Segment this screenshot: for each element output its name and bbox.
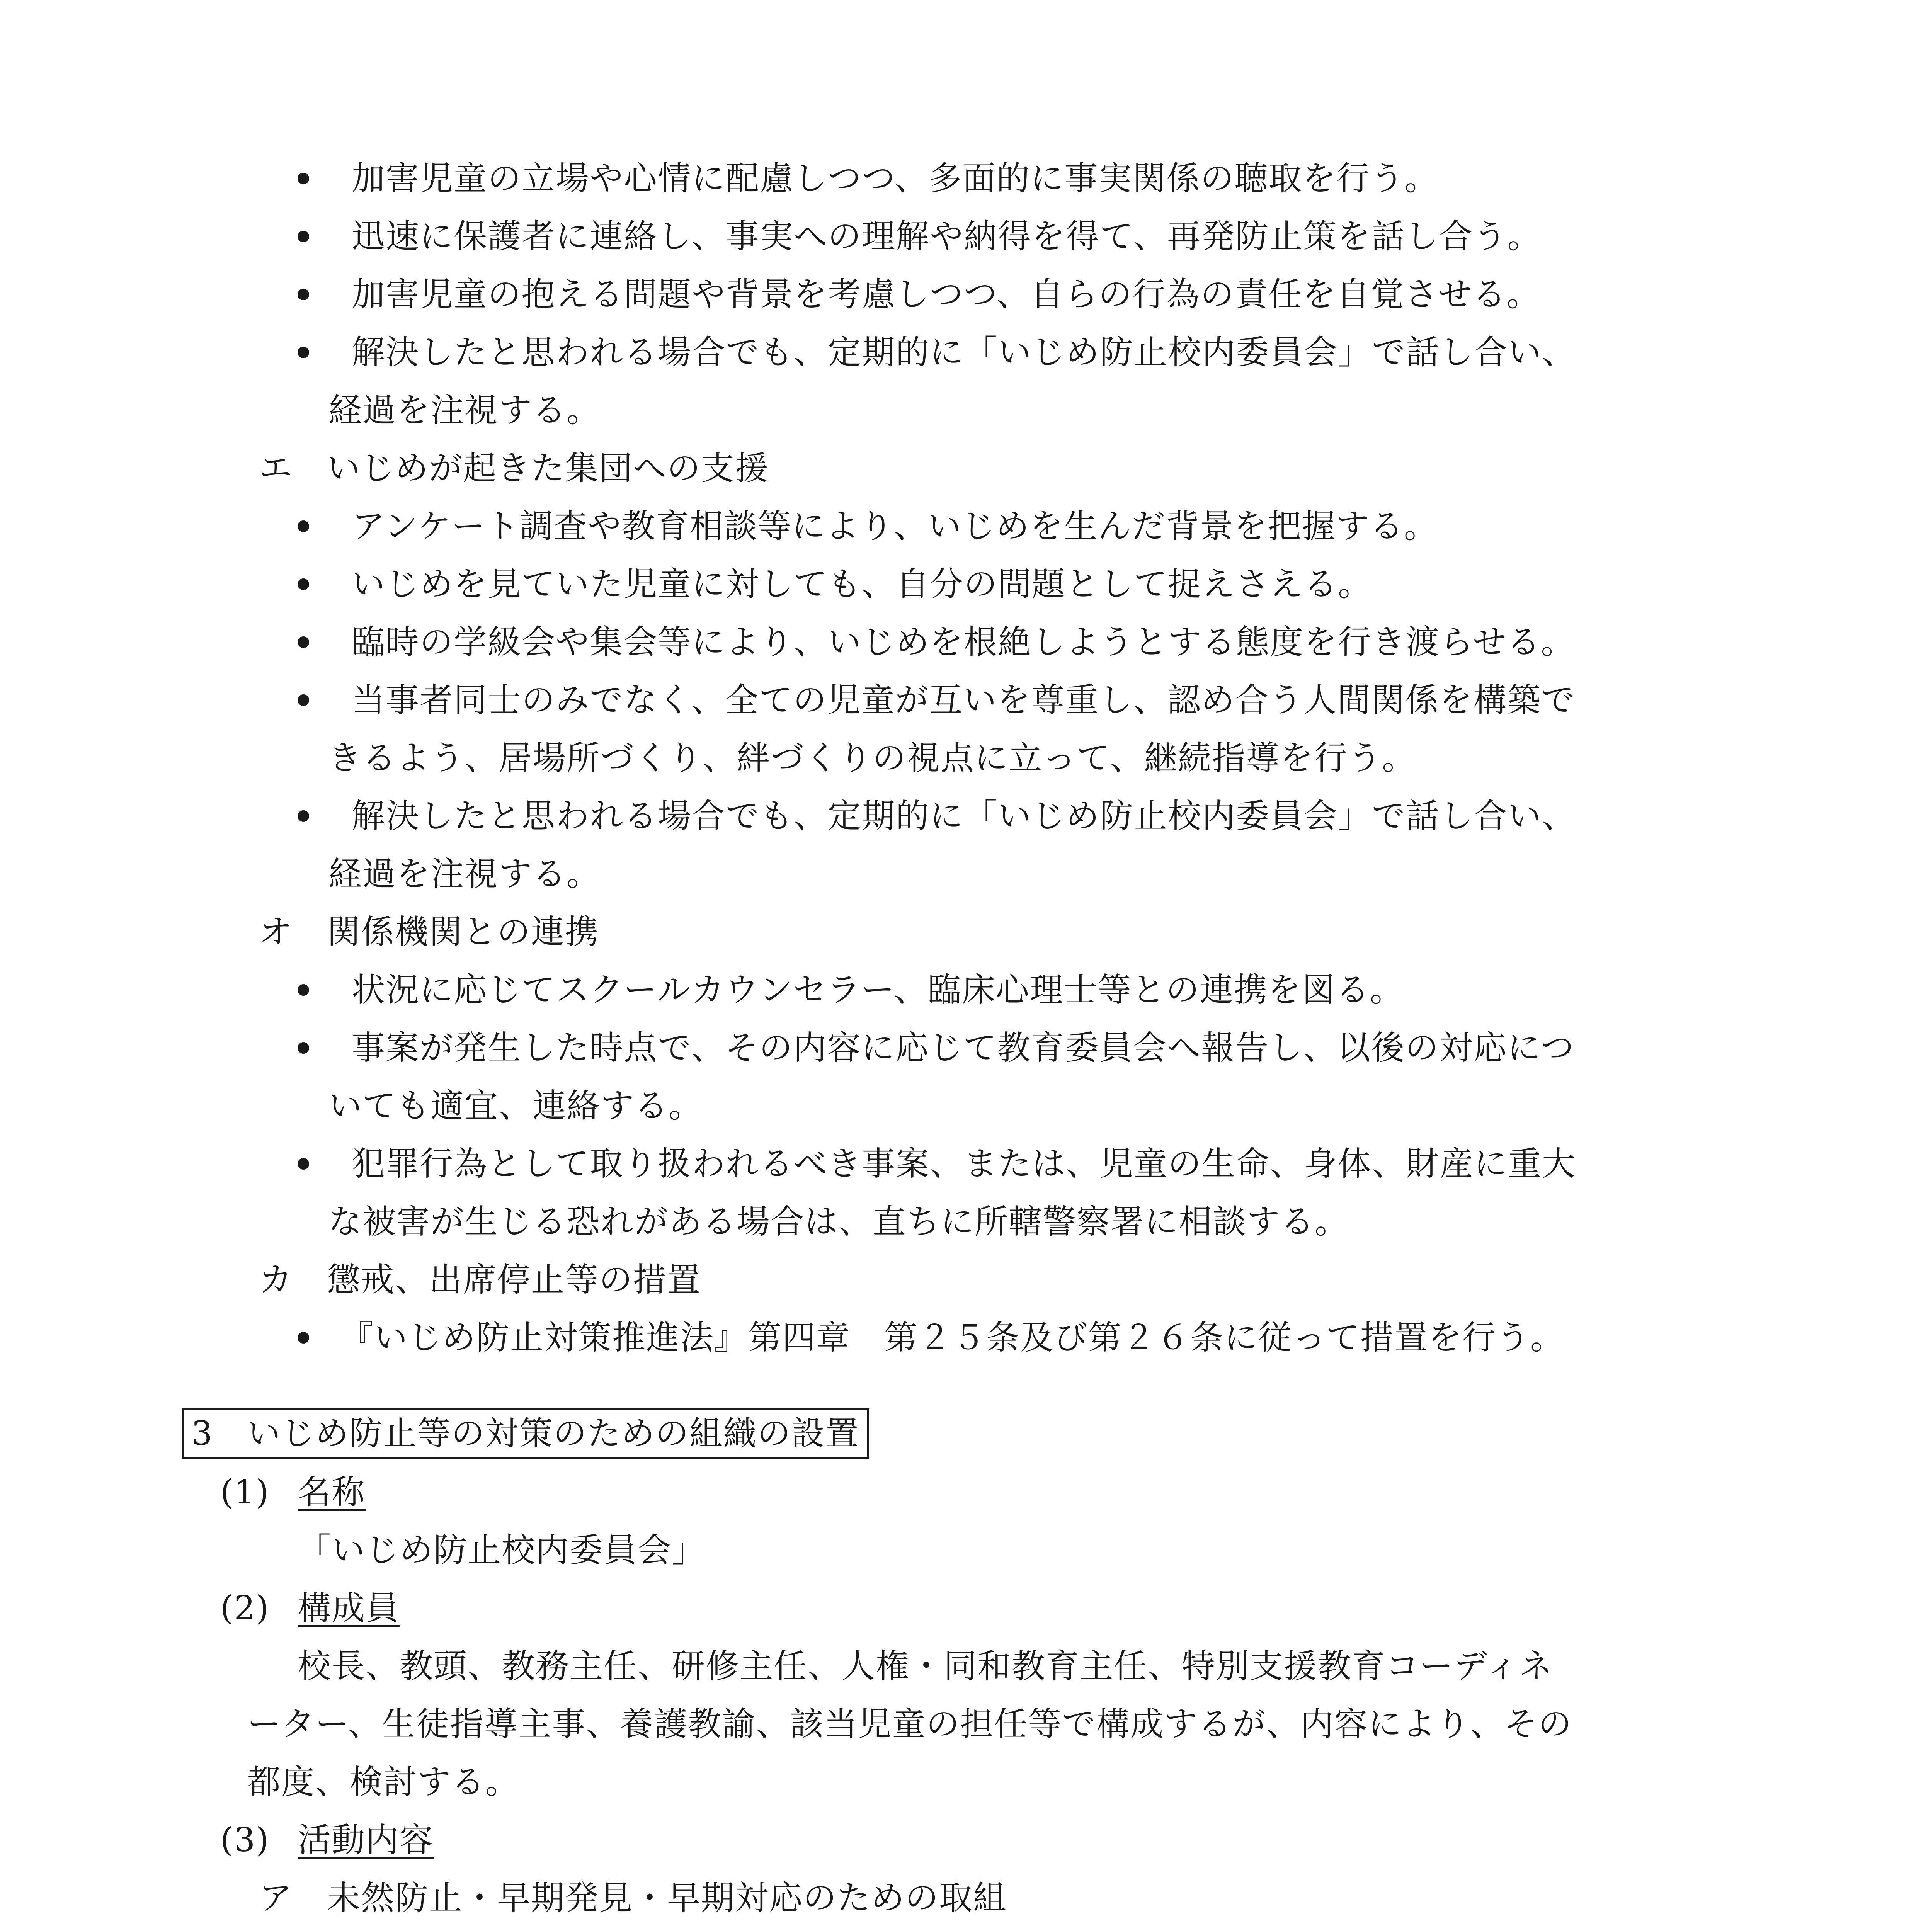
bullet-marker <box>298 173 309 184</box>
bullet-marker <box>298 1332 309 1344</box>
subsection-title-a: ア 未然防止・早期発見・早期対応のための取組 <box>259 1879 1007 1917</box>
bullet-continuation: いても適宜、連絡する。 <box>328 1087 703 1125</box>
bullet-text: 加害児童の抱える問題や背景を考慮しつつ、自らの行為の責任を自覚させる。 <box>352 275 1541 314</box>
bullet-marker <box>298 694 309 706</box>
item-label-members: 構成員 <box>298 1589 400 1628</box>
bullet-text: 『いじめ防止対策推進法』第四章 第２５条及び第２６条に従って措置を行う。 <box>340 1318 1564 1357</box>
item-number: (1) <box>220 1473 270 1512</box>
item-body: ーター、生徒指導主事、養護教諭、該当児童の担任等で構成するが、内容により、その <box>247 1705 1572 1743</box>
item-body: 都度、検討する。 <box>247 1763 519 1801</box>
bullet-text: 状況に応じてスクールカウンセラー、臨床心理士等との連携を図る。 <box>352 971 1404 1009</box>
subsection-title-ka: カ 懲戒、出席停止等の措置 <box>259 1260 701 1299</box>
bullet-continuation: 経過を注視する。 <box>328 855 601 893</box>
bullet-marker <box>298 231 309 242</box>
section-heading-3: 3 いじめ防止等の対策のための組織の設置 <box>182 1408 869 1459</box>
subsection-title-e: エ いじめが起きた集団への支援 <box>259 449 769 488</box>
bullet-continuation: 経過を注視する。 <box>328 391 601 430</box>
bullet-marker <box>298 347 309 358</box>
item-number: (3) <box>220 1821 270 1859</box>
bullet-marker <box>298 1158 309 1170</box>
bullet-text: アンケート調査や教育相談等により、いじめを生んだ背景を把握する。 <box>352 507 1438 546</box>
bullet-text: 加害児童の立場や心情に配慮しつつ、多面的に事実関係の聴取を行う。 <box>352 159 1439 198</box>
bullet-marker <box>298 1042 309 1054</box>
bullet-text: 解決したと思われる場合でも、定期的に「いじめ防止校内委員会」で話し合い、 <box>352 797 1576 835</box>
bullet-marker <box>298 578 309 590</box>
item-label-name: 名称 <box>298 1473 366 1512</box>
bullet-text: 迅速に保護者に連絡し、事実への理解や納得を得て、再発防止策を話し合う。 <box>352 217 1542 256</box>
bullet-marker <box>298 636 309 648</box>
item-body: 「いじめ防止校内委員会」 <box>298 1531 706 1570</box>
bullet-text: 臨時の学級会や集会等により、いじめを根絶しようとする態度を行き渡らせる。 <box>352 623 1575 662</box>
bullet-continuation: な被害が生じる恐れがある場合は、直ちに所轄警察署に相談する。 <box>328 1202 1349 1241</box>
bullet-continuation: きるよう、居場所づくり、絆づくりの視点に立って、継続指導を行う。 <box>328 739 1416 777</box>
item-number: (2) <box>220 1589 270 1628</box>
bullet-text: 当事者同士のみでなく、全ての児童が互いを尊重し、認め合う人間関係を構築で <box>352 681 1576 719</box>
item-body: 校長、教頭、教務主任、研修主任、人権・同和教育主任、特別支援教育コーディネ <box>298 1647 1554 1685</box>
bullet-marker <box>298 984 309 996</box>
subsection-title-o: オ 関係機関との連携 <box>259 913 599 951</box>
bullet-marker <box>298 520 309 532</box>
item-label-activities: 活動内容 <box>298 1821 434 1859</box>
bullet-text: 犯罪行為として取り扱われるべき事案、または、児童の生命、身体、財産に重大 <box>352 1145 1576 1183</box>
bullet-marker <box>298 810 309 822</box>
bullet-marker <box>298 289 309 300</box>
bullet-text: 解決したと思われる場合でも、定期的に「いじめ防止校内委員会」で話し合い、 <box>352 333 1576 372</box>
bullet-text: いじめを見ていた児童に対しても、自分の問題として捉えさえる。 <box>352 565 1372 604</box>
bullet-text: 事案が発生した時点で、その内容に応じて教育委員会へ報告し、以後の対応につ <box>352 1029 1575 1067</box>
